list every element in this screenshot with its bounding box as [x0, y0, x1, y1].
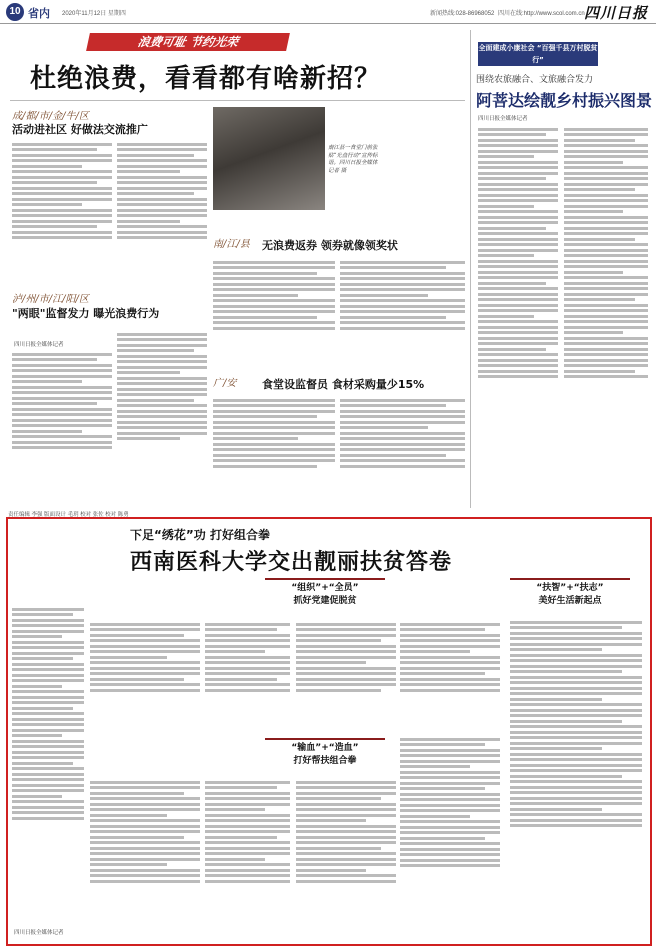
web-address[interactable]: 四川在线:http://www.scol.com.cn	[498, 11, 585, 17]
body-text-col1	[12, 140, 112, 280]
subsection-label-3a: “输血”+“造血”	[291, 743, 359, 753]
right-story-author: 四川日报全媒体记者	[478, 116, 528, 122]
subhead-nanjiang: 无浪费返券 领券就像领奖状	[262, 239, 398, 252]
featured-body-col1	[12, 605, 84, 940]
campaign-badge: 全面建成小康社会 “百强千县万村脱贫行”	[478, 44, 598, 64]
hotline: 新闻热线:028-86968052	[430, 11, 495, 17]
body-text-col4	[117, 330, 207, 500]
subsection-label-2a: “扶智”+“扶志”	[536, 583, 604, 593]
photo-caption: 南江县一食堂门前张贴“光盘行动”宣传标语。四川日报全媒体记者 摄	[328, 145, 378, 174]
subhead-author: 四川日报全媒体记者	[14, 342, 64, 348]
dateline-jiangyang: 泸/州/市/江/阳/区	[12, 294, 89, 305]
subhead-jiangyang: "两眼"监督发力 曝光浪费行为	[12, 307, 160, 320]
featured-body-col9	[400, 735, 500, 940]
newspaper-logo: 四川日报	[583, 4, 648, 22]
right-story-kicker: 围绕农旅融合、文旅融合发力	[476, 75, 594, 85]
subsection-label-2b: 美好生活新起点	[538, 596, 602, 606]
subhead-jinniu: 活动进社区 好做法交流推广	[12, 123, 148, 136]
top-story-kicker: 浪费可耻 节约光荣	[86, 33, 290, 51]
featured-kicker: 下足“绣花”功 打好组合拳	[130, 528, 270, 542]
featured-body-col8	[296, 778, 396, 940]
top-story-headline: 杜绝浪费，看看都有啥新招？	[30, 64, 382, 94]
news-photo	[213, 107, 325, 210]
featured-title: 西南医科大学交出靓丽扶贫答卷	[130, 550, 453, 575]
body-text-col7	[213, 396, 335, 504]
right-body-col1	[478, 125, 558, 505]
page-header	[0, 0, 656, 24]
dateline-jinniu: 成/都/市/金/牛/区	[12, 111, 89, 122]
body-text-col2	[117, 140, 207, 280]
headline-rule	[10, 100, 465, 101]
body-text-col8	[340, 396, 465, 504]
featured-author: 四川日报全媒体记者	[14, 930, 64, 936]
dateline-guangan: 广/安	[213, 378, 237, 389]
featured-body-col10	[510, 618, 642, 940]
right-story-title: 阿菩达绘靓乡村振兴图景	[476, 91, 653, 110]
column-divider	[470, 30, 471, 508]
subsection-box-wisdom	[510, 578, 630, 610]
issue-date: 2020年11月12日 星期四	[62, 11, 126, 17]
body-text-col3	[12, 350, 112, 500]
right-body-col2	[564, 125, 648, 505]
subsection-label-1b: 抓好党建促脱贫	[293, 596, 357, 606]
featured-body-col7	[205, 778, 290, 940]
subsection-box-bloodsupply	[265, 738, 385, 770]
body-text-col5	[213, 258, 335, 366]
page-number: 10	[6, 3, 24, 21]
featured-body-col3	[205, 620, 290, 730]
editor-credits: 责任编辑 李强 版面设计 毛玥 校对 张佐 校对 陈勇	[8, 512, 129, 518]
dateline-nanjiang: 南/江/县	[213, 239, 250, 250]
body-text-col6	[340, 258, 465, 366]
section-name: 省内	[28, 8, 50, 20]
subsection-label-1a: “组织”+“全员”	[291, 583, 359, 593]
subhead-guangan: 食堂设监督员 食材采购量少15%	[262, 378, 425, 391]
featured-body-col6	[90, 778, 200, 940]
subsection-box-organization	[265, 578, 385, 610]
featured-body-col4	[296, 620, 396, 730]
subsection-label-3b: 打好帮扶组合拳	[293, 756, 357, 766]
featured-body-col5	[400, 620, 500, 730]
featured-body-col2	[90, 620, 200, 730]
